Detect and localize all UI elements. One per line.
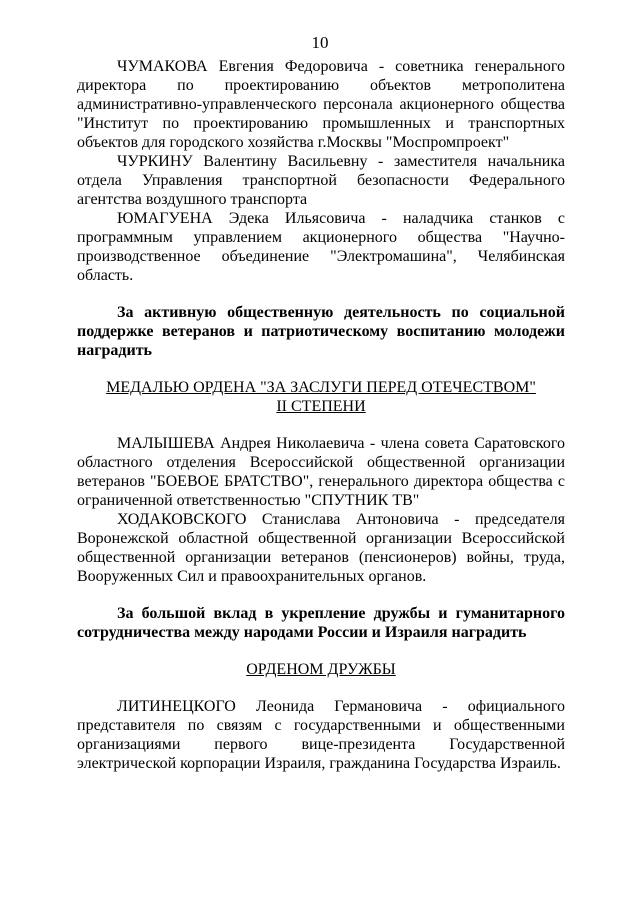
- award-entry-malyshev: МАЛЫШЕВА Андрея Николаевича - члена совета Саратовского областного отделения Всероссийской общественной организации ветеранов "БОЕВОЕ БРАТСТВО", генерального директора общества с ограниченной ответственностью "СПУТНИК ТВ": [77, 435, 565, 509]
- award-title-medal-line-1: МЕДАЛЬЮ ОРДЕНА "ЗА ЗАСЛУГИ ПЕРЕД ОТЕЧЕСТВОМ": [106, 379, 536, 396]
- award-entry-churkina: ЧУРКИНУ Валентину Васильевну - заместителя начальника отдела Управления транспортной безопасности Федерального агентства воздушного транспорта: [77, 153, 565, 208]
- award-entry-chumakova: ЧУМАКОВА Евгения Федоровича - советника генерального директора по проектированию объектов метрополитена административно-управленческого персонала акционерного общества "Институт по проектированию промышленных и транспортных объектов для городского хозяйства г.Москвы "Моспромпроект": [77, 58, 565, 151]
- award-reason-heading-2: За большой вклад в укрепление дружбы и гуманитарного сотрудничества между народами России и Израиля наградить: [77, 605, 565, 641]
- award-title-medal-line-2: II СТЕПЕНИ: [276, 398, 366, 415]
- award-title-order-friendship: ОРДЕНОМ ДРУЖБЫ: [246, 661, 396, 678]
- page-number: 10: [311, 33, 329, 52]
- award-entry-khodakovsky: ХОДАКОВСКОГО Станислава Антоновича - председателя Воронежской областной общественной организации Всероссийской общественной организации ветеранов (пенсионеров) войны, труда, Вооруженных Сил и правоохранительных органов.: [77, 511, 565, 585]
- document-body: [77, 57, 565, 773]
- award-entry-yumaguen: ЮМАГУЕНА Эдека Ильясовича - наладчика станков с программным управлением акционерного общества "Научно-производственное объединение "Электромашина", Челябинская область.: [77, 210, 565, 284]
- award-reason-heading-1: За активную общественную деятельность по социальной поддержке ветеранов и патриотическому воспитанию молодежи наградить: [77, 304, 565, 359]
- award-entry-litinetsky: ЛИТИНЕЦКОГО Леонида Германовича - официального представителя по связям с государственными и общественными организациями первого вице-президента Государственной электрической корпорации Израиля, гражданина Государства Израиль.: [77, 698, 565, 772]
